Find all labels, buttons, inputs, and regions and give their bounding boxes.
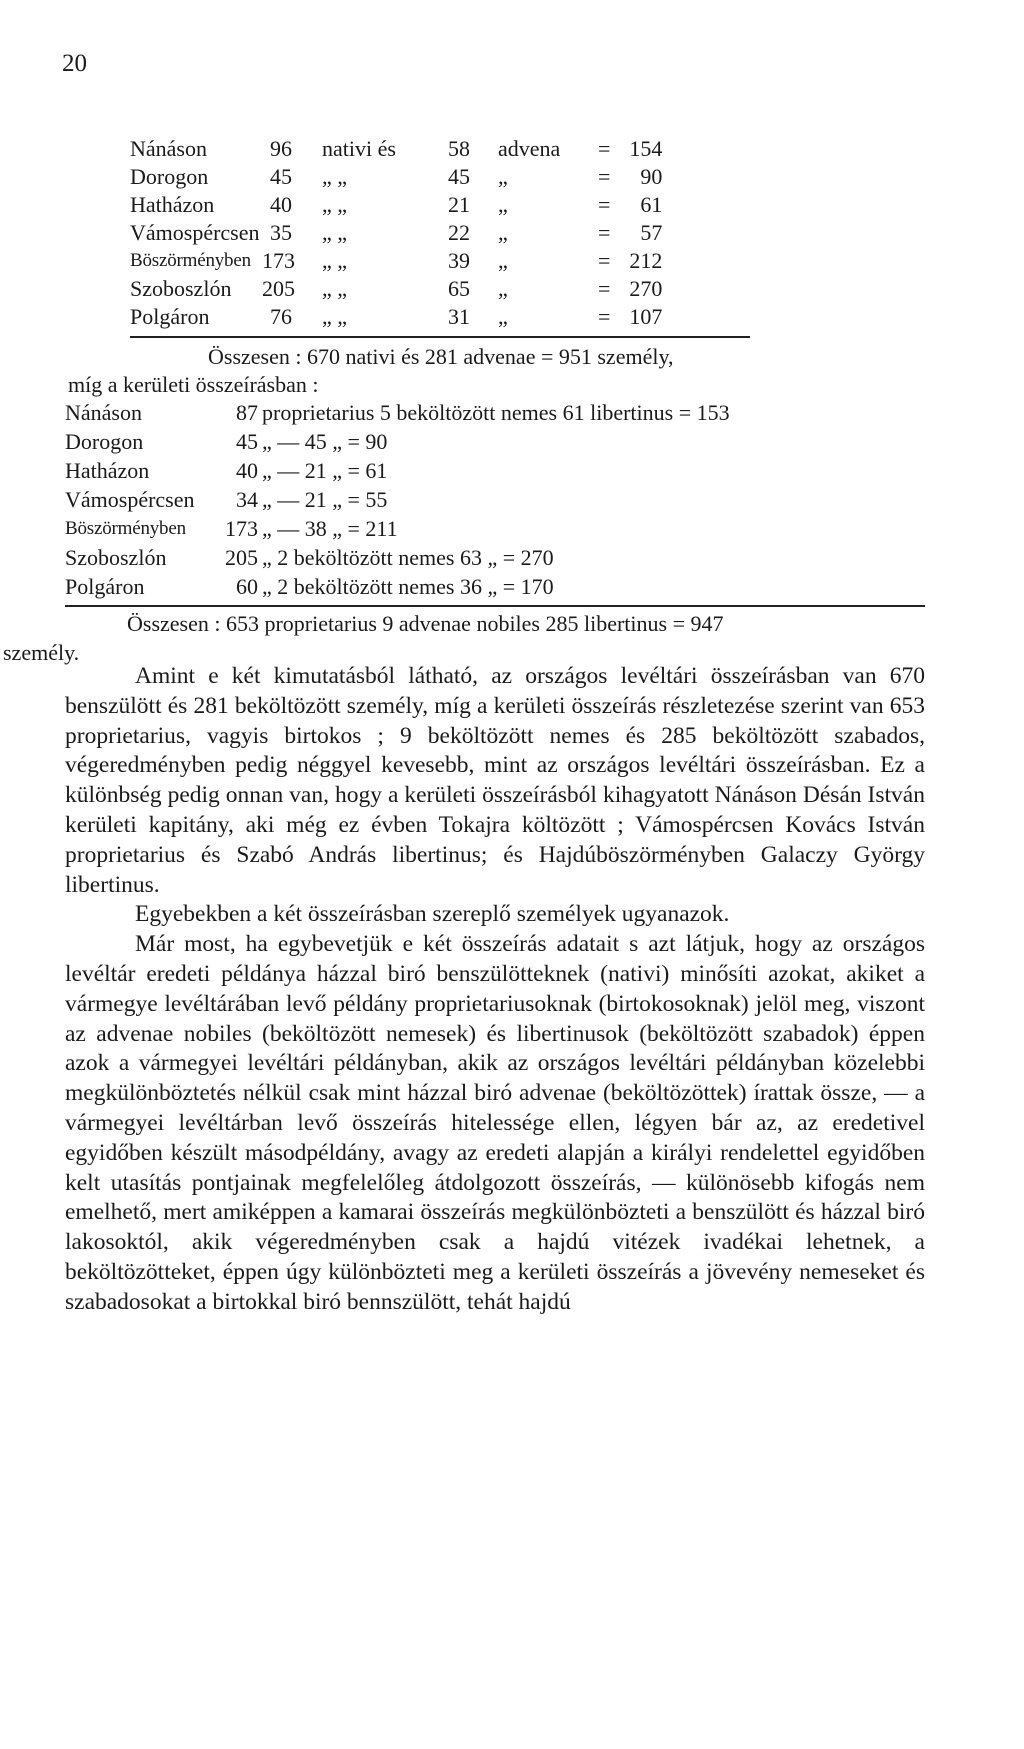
equals: = [598, 276, 611, 301]
place-name: Dorogon [65, 429, 144, 454]
table-row [130, 191, 674, 219]
total: 90 [640, 164, 663, 189]
place-name: Böszörményben [65, 518, 186, 539]
total: 212 [629, 248, 663, 273]
row-detail: „ — 21 „ = 61 [262, 458, 388, 483]
paragraph: Egyebekben a két összeírásban szereplő személyek ugyanazok. [135, 901, 730, 928]
ditto-marks: „ „ [322, 220, 348, 245]
table-row [130, 219, 674, 247]
place-name: Nánáson [130, 136, 207, 161]
ditto-marks: „ „ [322, 164, 348, 189]
equals: = [598, 136, 611, 161]
advena-count: 31 [448, 304, 470, 329]
equals: = [598, 304, 611, 329]
equals: = [598, 192, 611, 217]
nativi-count: 205 [262, 276, 295, 301]
label: nativi és [322, 136, 396, 161]
advena-count: 58 [448, 136, 470, 161]
equals: = [598, 164, 611, 189]
place-name: Szoboszlón [65, 545, 167, 570]
row-detail: „ 2 beköltözött nemes 63 „ = 270 [262, 545, 554, 570]
table-row [65, 485, 925, 514]
proprietarius-count: 45 [236, 429, 258, 454]
total: 61 [640, 192, 663, 217]
nativi-count: 40 [270, 192, 292, 217]
place-name: Szoboszlón [130, 276, 232, 301]
proprietarius-count: 205 [225, 545, 258, 570]
equals: = [598, 248, 611, 273]
row-detail: „ — 21 „ = 55 [262, 487, 388, 512]
proprietarius-count: 173 [225, 516, 258, 541]
table-row [130, 163, 674, 191]
table-summary [65, 609, 925, 638]
body-text [65, 662, 925, 1318]
census-table-national [68, 135, 674, 399]
proprietarius-count: 40 [236, 458, 258, 483]
place-name: Polgáron [130, 304, 210, 329]
table-row [65, 543, 925, 572]
row-detail: „ — 45 „ = 90 [262, 429, 388, 454]
proprietarius-count: 87 [236, 400, 258, 425]
advena-count: 22 [448, 220, 470, 245]
summary-text: Összesen : 653 proprietarius 9 advenae nobiles 285 libertinus = 947 [127, 611, 724, 636]
ditto-mark: „ [498, 164, 508, 189]
total: 270 [629, 276, 663, 301]
paragraph: Amint e két kimutatásból látható, az országos levéltári összeírásban van 670 benszülött és 281 beköltözött személy, míg a kerületi összeírás részletezése szerint van 653 proprietarius, vagyis birtokos ; 9 beköltözött nemes és 285 beköltözött szabados, végeredményben pedig néggyel kevesebb, mint az országos levéltári összeírásban. Ez a különbség pedig onnan van, hogy a kerületi összeírásból kihagyatott Nánáson Désán István kerületi kapitány, aki még ez évben Tokajra költözött ; Vámospércsen Kovács István proprietarius és Szabó András libertinus; és Hajdúböszörményben Galaczy György libertinus. [65, 663, 925, 898]
row-detail: proprietarius 5 beköltözött nemes 61 libertinus = 153 [262, 400, 730, 425]
page-number: 20 [62, 50, 87, 77]
census-table-district [3, 398, 925, 667]
nativi-count: 76 [270, 304, 292, 329]
table-row [65, 572, 925, 601]
transition-text: míg a kerületi összeírásban : [68, 372, 319, 397]
label: advena [498, 136, 561, 161]
total: 107 [629, 304, 663, 329]
table-row [130, 247, 674, 275]
summary-text: Összesen : 670 nativi és 281 advenae = 951 személy, [208, 344, 674, 369]
table-row [65, 398, 925, 427]
ditto-mark: „ [498, 304, 508, 329]
sum-rule [65, 605, 925, 607]
ditto-mark: „ [498, 248, 508, 273]
nativi-count: 45 [270, 164, 292, 189]
advena-count: 65 [448, 276, 470, 301]
paragraph: Már most, ha egybevetjük e két összeírás adatait s azt látjuk, hogy az országos levéltár eredeti példánya házzal biró benszülötteknek (nativi) minősíti azokat, akiket a vármegye levéltárában levő példány proprietariusoknak (birtokosoknak) jelöl meg, viszont az advenae nobiles (beköltözött nemesek) és libertinusok (beköltözött szabadok) éppen azok a vármegyei levéltári példányban, akik az országos levéltári példányban közelebbi megkülönböztetés nélkül csak mint házzal biró advenae (beköltözöttek) írattak össze, — a vármegyei levéltárban levő összeírás hitelessége ellen, légyen bár az, az eredetivel egyidőben készült másodpéldány, avagy az eredeti alapján a királyi rendelettel egyidőben kelt utasítás pontjainak megfelelőleg átdolgozott összeírás, — különösebb kifogás nem emelhető, mert amiképpen a kamarai összeírás megkülönbözteti a benszülött és házzal biró lakosoktól, akik végeredményben csak a hajdú vitézek ivadékai lehetnek, a beköltözötteket, éppen úgy különbözteti meg a kerületi összeírás a jövevény nemeseket és szabadosokat a birtokkal biró bennszülött, tehát hajdú [65, 931, 925, 1315]
table-row [65, 427, 925, 456]
advena-count: 45 [448, 164, 470, 189]
equals: = [598, 220, 611, 245]
place-name: Hatházon [130, 192, 215, 217]
place-name: Böszörményben [130, 250, 251, 271]
table-row [130, 303, 674, 331]
ditto-marks: „ „ [322, 304, 348, 329]
ditto-marks: „ „ [322, 248, 348, 273]
row-detail: „ — 38 „ = 211 [262, 516, 398, 541]
table-summary [130, 343, 674, 371]
advena-count: 21 [448, 192, 470, 217]
table-row [130, 135, 674, 163]
table-row [65, 514, 925, 543]
nativi-count: 96 [270, 136, 292, 161]
total: 154 [629, 136, 663, 161]
sum-rule [130, 336, 750, 338]
ditto-mark: „ [498, 276, 508, 301]
proprietarius-count: 34 [236, 487, 258, 512]
place-name: Polgáron [65, 574, 145, 599]
nativi-count: 35 [270, 220, 292, 245]
advena-count: 39 [448, 248, 470, 273]
transition-text: személy. [3, 640, 80, 665]
ditto-marks: „ „ [322, 276, 348, 301]
place-name: Vámospércsen [65, 487, 195, 512]
row-detail: „ 2 beköltözött nemes 36 „ = 170 [262, 574, 554, 599]
place-name: Dorogon [130, 164, 209, 189]
table-row [65, 456, 925, 485]
place-name: Nánáson [65, 400, 142, 425]
total: 57 [640, 220, 663, 245]
ditto-mark: „ [498, 220, 508, 245]
ditto-marks: „ „ [322, 192, 348, 217]
proprietarius-count: 60 [236, 574, 258, 599]
table-row [130, 275, 674, 303]
nativi-count: 173 [262, 248, 295, 273]
place-name: Hatházon [65, 458, 150, 483]
ditto-mark: „ [498, 192, 508, 217]
place-name: Vámospércsen [130, 220, 260, 245]
